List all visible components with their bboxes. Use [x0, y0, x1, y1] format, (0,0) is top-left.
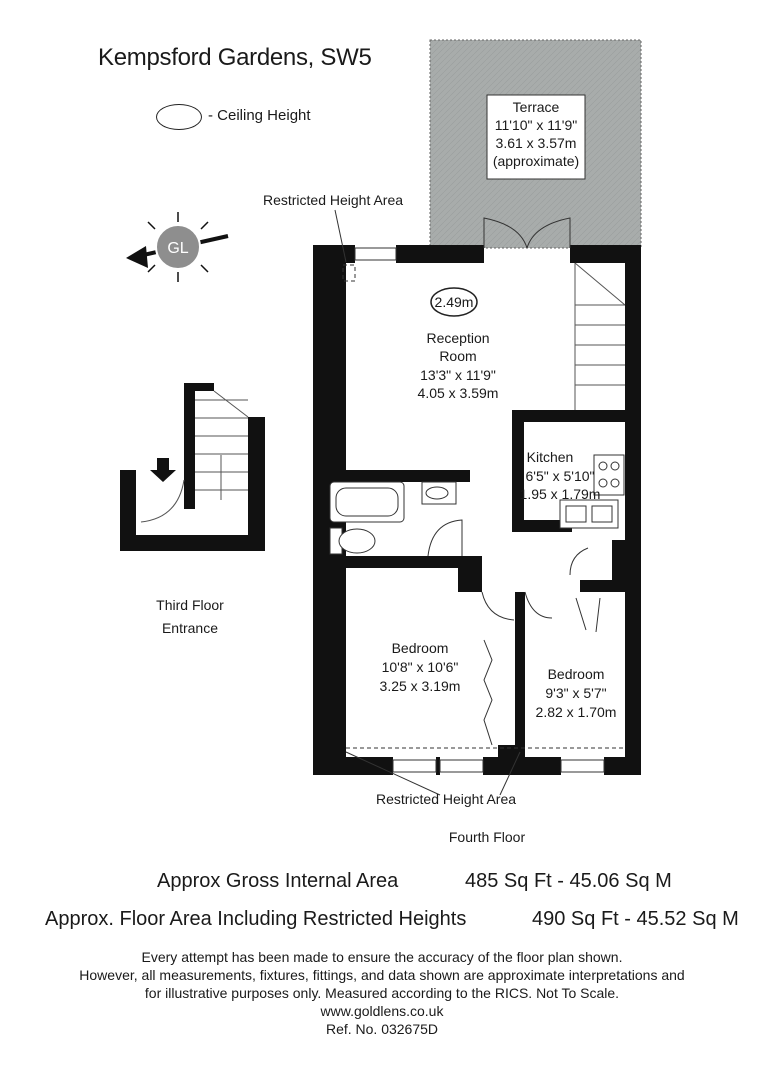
bedroom2-dims-imperial: 9'3" x 5'7": [545, 685, 607, 701]
plan-title: Kempsford Gardens, SW5: [98, 44, 372, 71]
bedroom1-dims-metric: 3.25 x 3.19m: [379, 678, 461, 694]
restricted-height-top-label: Restricted Height Area: [262, 192, 404, 208]
ceiling-height-value: 2.49m: [434, 294, 474, 310]
reception-dims-imperial: 13'3" x 11'9": [420, 367, 496, 383]
bedroom2-name: Bedroom: [547, 666, 605, 682]
terrace-note: (approximate): [492, 153, 580, 169]
terrace-dims-metric: 3.61 x 3.57m: [495, 135, 577, 151]
compass-label: GL: [167, 240, 189, 257]
kitchen-dims-imperial: 6'5" x 5'10": [525, 468, 595, 484]
fourth-floor-label: Fourth Floor: [448, 829, 526, 845]
ceiling-height-legend-text: - Ceiling Height: [208, 107, 311, 124]
third-floor-label: Third Floor: [156, 597, 224, 613]
third-floor-staircase: [120, 383, 265, 551]
disclaimer-line3: for illustrative purposes only. Measured according to the RICS. Not To Scale.: [144, 985, 620, 1001]
bathroom-fixtures: [330, 482, 456, 554]
reception-dims-metric: 4.05 x 3.59m: [417, 385, 499, 401]
gross-area-value: 485 Sq Ft - 45.06 Sq M: [465, 870, 672, 892]
bedroom1-dims-imperial: 10'8" x 10'6": [381, 659, 459, 675]
bedroom2-dims-metric: 2.82 x 1.70m: [535, 704, 617, 720]
kitchen-name: Kitchen: [526, 449, 574, 465]
reception-name-line2: Room: [439, 348, 477, 364]
restricted-area-label: Approx. Floor Area Including Restricted Heights: [45, 908, 467, 930]
entrance-label: Entrance: [161, 620, 219, 636]
kitchen-dims-metric: 1.95 x 1.79m: [519, 486, 601, 502]
terrace-dims-imperial: 11'10" x 11'9": [494, 117, 578, 133]
reception-name-line1: Reception: [426, 330, 490, 346]
reference-number: Ref. No. 032675D: [325, 1021, 439, 1037]
internal-staircase: [575, 263, 625, 410]
restricted-height-bottom-label: Restricted Height Area: [375, 791, 517, 807]
terrace-name: Terrace: [512, 99, 560, 115]
bedroom1-name: Bedroom: [391, 640, 449, 656]
disclaimer-line2: However, all measurements, fixtures, fittings, and data shown are approximate interpretations and: [79, 967, 685, 983]
restricted-area-value: 490 Sq Ft - 45.52 Sq M: [532, 908, 739, 930]
disclaimer-line1: Every attempt has been made to ensure the accuracy of the floor plan shown.: [141, 949, 623, 965]
website: www.goldlens.co.uk: [320, 1003, 444, 1019]
gross-area-label: Approx Gross Internal Area: [157, 870, 399, 892]
